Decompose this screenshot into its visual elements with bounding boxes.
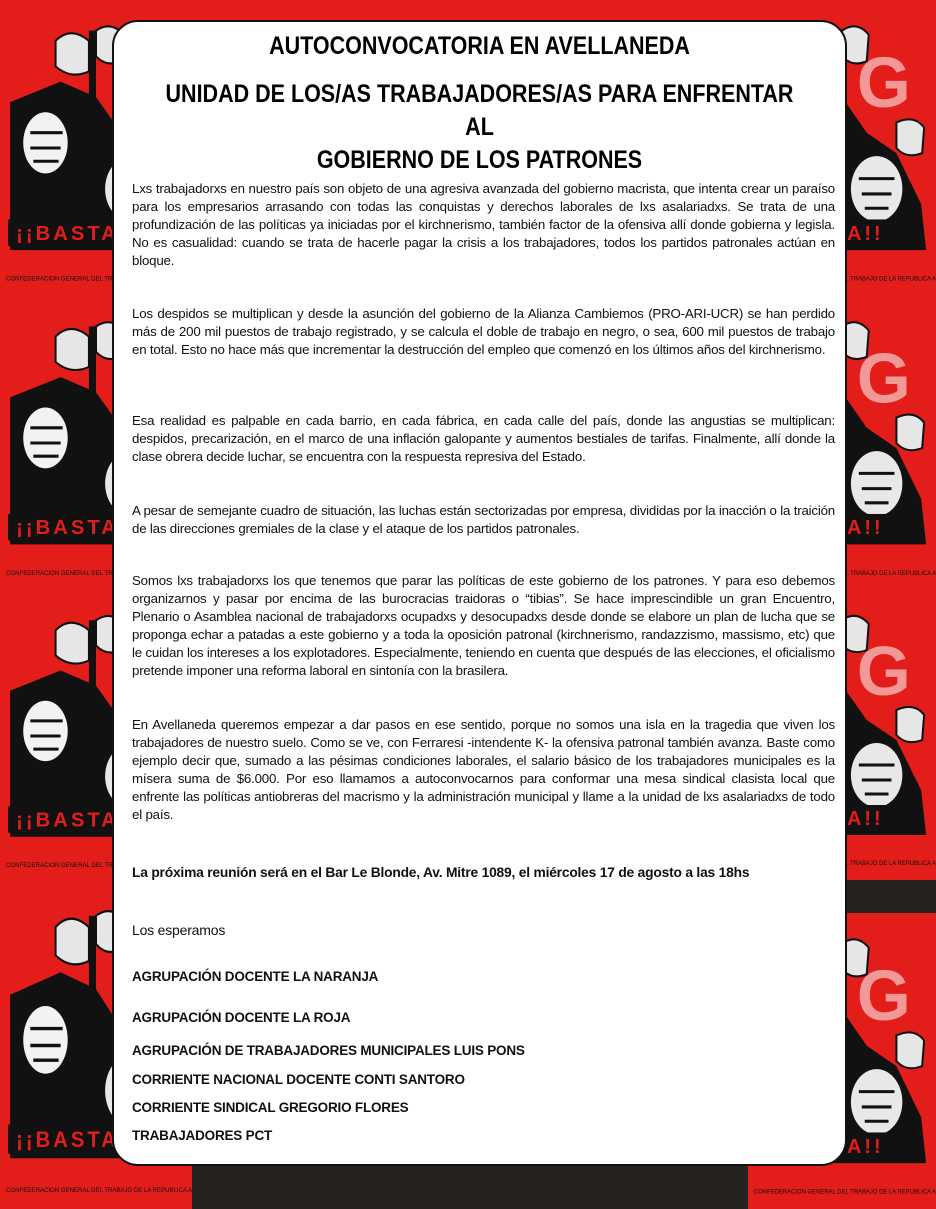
signatory-1: AGRUPACIÓN DOCENTE LA NARANJA [132, 969, 379, 984]
document-subtitle [165, 78, 794, 177]
document-card [112, 20, 847, 1166]
paragraph-6: En Avellaneda queremos empezar a dar pasos en ese sentido, porque no somos una isla en la tragedia que viven los trabajadores de nuestro suelo. Como se ve, con Ferraresi -intendente K- la ofensiva patronal también avanza. Baste como ejemplo decir que, sumado a las pésimas condiciones laborales, el salario básico de los trabajadores municipales es la mísera suma de $6.000. Por eso llamamos a autoconvocarnos para conformar una mesa sindical clasista local que enfrente las políticas antiobreras del macrismo y la administración municipal y llame a la unidad de lxs asalariadxs de todo el país. [132, 717, 835, 822]
signatory-5: CORRIENTE SINDICAL GREGORIO FLORES [132, 1100, 409, 1115]
signatory-3: AGRUPACIÓN DE TRABAJADORES MUNICIPALES LUIS PONS [132, 1043, 525, 1058]
subtitle-line-1: UNIDAD DE LOS/AS TRABAJADORES/AS PARA ENFRENTAR AL [165, 80, 794, 141]
paragraph-4: A pesar de semejante cuadro de situación, las luchas están sectorizadas por empresa, divididas por la inacción o la traición de las direcciones gremiales de la clase y el ataque de los partidos patronales. [132, 503, 835, 536]
closing-text: Los esperamos [132, 922, 226, 938]
paragraph-5: Somos lxs trabajadorxs los que tenemos que parar las políticas de este gobierno de los patrones. Y para eso debemos organizarnos y pasar por encima de las burocracias traidoras o “tibias”. Se hace imprescindible un gran Encuentro, Plenario o Asamblea nacional de trabajadorxs ocupadxs y desocupadxs desde donde se elabore un plan de lucha que se proponga echar a patadas a este gobierno y a toda la oposición patronal (kirchnerismo, randazzismo, massismo, etc) que le cuidan los intereses a los explotadores. Especialmente, teniendo en cuenta que después de las elecciones, el oficialismo pretende imponer una reforma laboral en sintonía con la brasilera. [132, 573, 835, 678]
document-title: AUTOCONVOCATORIA EN AVELLANEDA [269, 32, 690, 60]
top-red-strip [192, 0, 748, 20]
meeting-announcement: La próxima reunión será en el Bar Le Blonde, Av. Mitre 1089, el miércoles 17 de agosto a las 18hs [132, 865, 750, 880]
paragraph-1: Lxs trabajadorxs en nuestro país son objeto de una agresiva avanzada del gobierno macrista, que intenta crear un paraíso para los empresarios arrasando con todas las conquistas y derechos laborales de lxs asalariadxs. Se trata de una profundización de las políticas ya iniciadas por el kirchnerismo, también factor de la ofensiva allí donde gobierna y legisla. No es casualidad: cuando se trata de hacerle pagar la crisis a los trabajadores, todos los partidos patronales actúan en bloque. [132, 181, 835, 268]
paragraph-3: Esa realidad es palpable en cada barrio, en cada fábrica, en cada calle del país, donde las angustias se multiplican: despidos, precarización, en el marco de una inflación galopante y aumentos bestiales de tarifas. Finalmente, allí donde la clase obrera decide luchar, se encuentra con la respuesta represiva del Estado. [132, 413, 835, 464]
signatory-4: CORRIENTE NACIONAL DOCENTE CONTI SANTORO [132, 1072, 465, 1087]
subtitle-line-2: GOBIERNO DE LOS PATRONES [316, 146, 643, 174]
signatory-2: AGRUPACIÓN DOCENTE LA ROJA [132, 1010, 351, 1025]
signatory-6: TRABAJADORES PCT [132, 1128, 273, 1143]
paragraph-2: Los despidos se multiplican y desde la asunción del gobierno de la Alianza Cambiemos (PRO-ARI-UCR) se han perdido más de 200 mil puestos de trabajo registrado, y se calcula el doble de trabajo en negro, o sea, 600 mil puestos de trabajo en total. Esto no hace más que incrementar la destrucción del empleo que comenzó en los últimos años del kirchnerismo. [132, 306, 835, 357]
